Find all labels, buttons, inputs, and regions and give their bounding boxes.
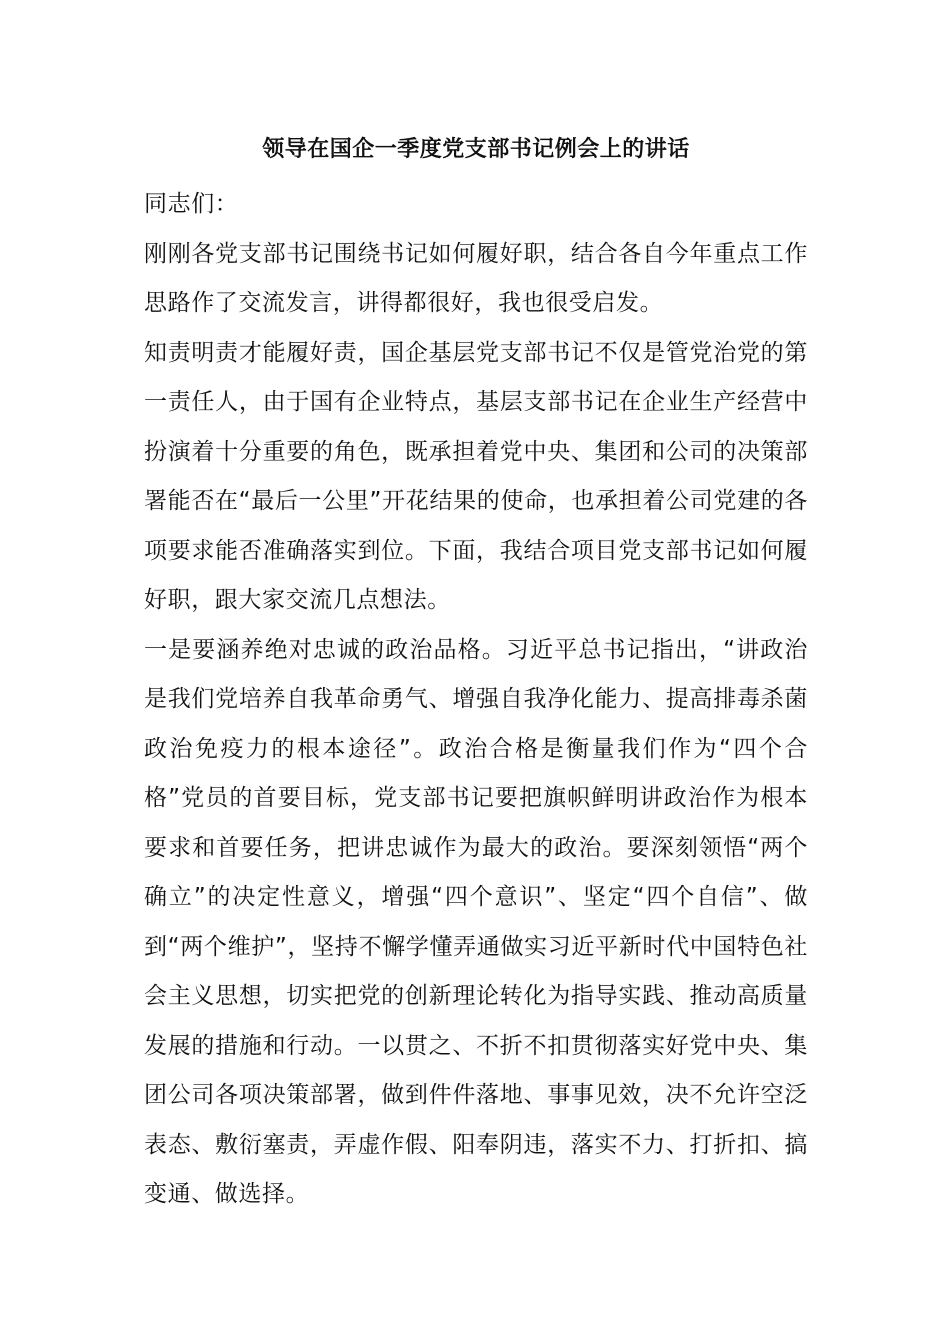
- paragraph-responsibility: 知责明责才能履好责，国企基层党支部书记不仅是管党治党的第一责任人，由于国有企业特点，基层支部书记在企业生产经营中扮演着十分重要的角色，既承担着党中央、集团和公司的决策部署能否在“最后一公里”开花结果的使命，也承担着公司党建的各项要求能否准确落实到位。下面，我结合项目党支部书记如何履好职，跟大家交流几点想法。: [144, 339, 808, 613]
- salutation: 同志们：: [144, 191, 239, 217]
- paragraph-point-one: 一是要涵养绝对忠诚的政治品格。习近平总书记指出，“讲政治是我们党培养自我革命勇气、增强自我净化能力、提高排毒杀菌政治免疫力的根本途径”。政治合格是衡量我们作为“四个合格”党员的首要目标，党支部书记要把旗帜鲜明讲政治作为根本要求和首要任务，把讲忠诚作为最大的政治。要深刻领悟“两个确立”的决定性意义，增强“四个意识”、坚定“四个自信”、做到“两个维护”，坚持不懈学懂弄通做实习近平新时代中国特色社会主义思想，切实把党的创新理论转化为指导实践、推动高质量发展的措施和行动。一以贯之、不折不扣贯彻落实好党中央、集团公司各项决策部署，做到件件落地、事事见效，决不允许空泛表态、敷衍塞责，弄虚作假、阳奉阴违，落实不力、打折扣、搞变通、做选择。: [144, 636, 808, 1207]
- document-title: 领导在国企一季度党支部书记例会上的讲话: [262, 137, 690, 162]
- paragraph-intro: 刚刚各党支部书记围绕书记如何履好职，结合各自今年重点工作思路作了交流发言，讲得都很好，我也很受启发。: [144, 240, 808, 316]
- document-body: [144, 128, 808, 1220]
